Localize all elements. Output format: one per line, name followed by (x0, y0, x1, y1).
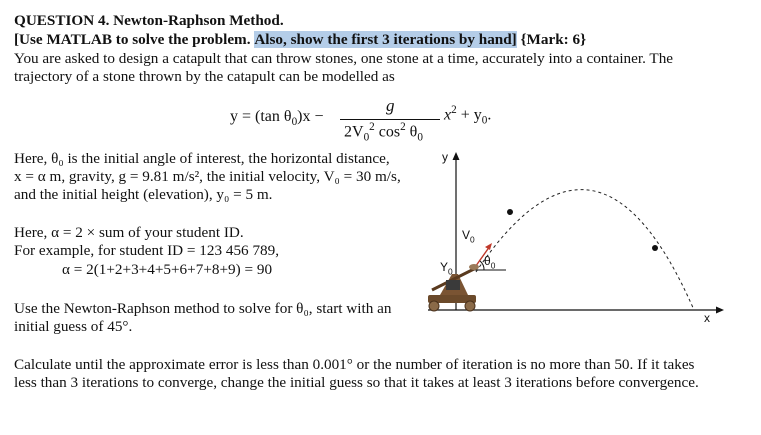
x-axis-arrow (716, 307, 724, 314)
instruction-line (14, 31, 586, 49)
v0-label: $V_0$ (462, 228, 475, 245)
params-line-3: and the initial height (elevation), y₀ = 5 m. (14, 186, 273, 203)
stone-2 (652, 245, 658, 251)
intro-line-2: trajectory of a stone thrown by the catapult can be modelled as (14, 68, 395, 85)
stone-1 (507, 209, 513, 215)
y-axis-arrow (453, 152, 460, 160)
criteria-line-2: less than 3 iterations to converge, change the initial guess so that it takes at least 3 iterations before convergence. (14, 374, 699, 391)
equation-numerator: g (386, 96, 395, 115)
instruction-highlight: Also, show the first 3 iterations by hand] (254, 31, 517, 48)
instruction-open: [Use MATLAB to solve the problem. (14, 31, 251, 48)
catapult-wheel-left (429, 301, 439, 311)
params-line-2: x = α m, gravity, g = 9.81 m/s², the initial velocity, V₀ = 30 m/s, (14, 168, 401, 185)
catapult-wheel-right (465, 301, 475, 311)
x-axis-label: x (704, 311, 710, 325)
intro-line-1: You are asked to design a catapult that can throw stones, one stone at a time, accurately into a container. The (14, 50, 674, 67)
equation-fraction (340, 96, 440, 142)
method-line-1: Use the Newton-Raphson method to solve for θ₀, start with an (14, 300, 392, 317)
catapult-weight (446, 280, 460, 290)
method-line-2: initial guess of 45°. (14, 318, 133, 335)
question-title: QUESTION 4. Newton-Raphson Method. (14, 12, 284, 29)
y0-label: $Y_0$ (440, 260, 453, 277)
equation-denominator: $2V_0^2$ $\cos^2 \theta_0$ (344, 121, 423, 144)
catapult-bucket (469, 264, 479, 270)
alpha-line-3: α = 2(1+2+3+4+5+6+7+8+9) = 90 (62, 261, 273, 278)
alpha-line-2: For example, for student ID = 123 456 789, (14, 242, 280, 259)
params-line-1: Here, θ₀ is the initial angle of interest, the horizontal distance, (14, 150, 390, 167)
y-axis-label: y (442, 150, 448, 164)
trajectory-path (476, 190, 694, 310)
alpha-line-1: Here, α = 2 × sum of your student ID. (14, 224, 244, 241)
velocity-arrowhead (485, 243, 492, 250)
equation-lhs: y = (tan $\theta_0)x$ − (230, 108, 324, 129)
catapult-diagram (418, 150, 748, 330)
fraction-bar (340, 119, 440, 120)
mark-label: {Mark: 6} (520, 31, 587, 48)
theta0-label: $\theta_0$ (484, 254, 496, 271)
criteria-line-1: Calculate until the approximate error is less than 0.001° or the number of iteration is no more than 50. If it takes (14, 356, 695, 373)
equation-rhs: $x^2 + y_0$. (444, 104, 492, 127)
